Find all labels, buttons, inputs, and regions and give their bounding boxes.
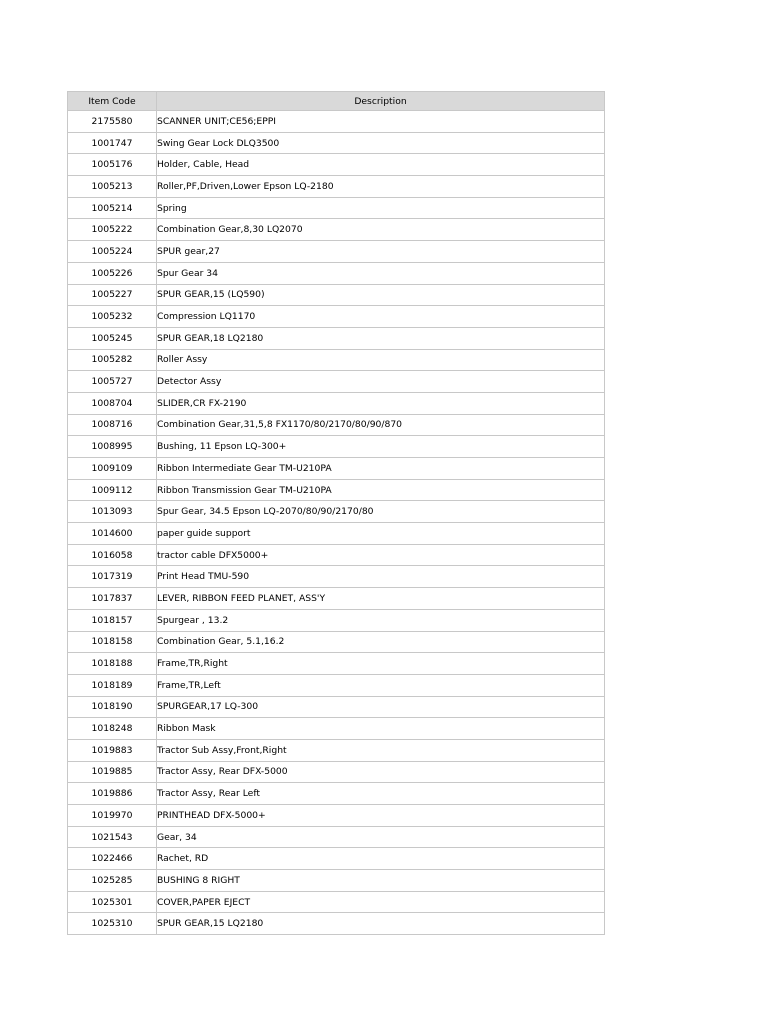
description-cell: Holder, Cable, Head: [157, 154, 605, 176]
item-code-cell: 1005224: [68, 241, 157, 263]
item-code-cell: 1025301: [68, 891, 157, 913]
item-code-cell: 1008704: [68, 392, 157, 414]
description-cell: Compression LQ1170: [157, 306, 605, 328]
table-row: [68, 913, 605, 935]
table-header-row: [68, 92, 605, 111]
table-row: [68, 219, 605, 241]
item-code-cell: 2175580: [68, 111, 157, 133]
item-code-cell: 1008716: [68, 414, 157, 436]
item-code-header: Item Code: [68, 92, 157, 111]
description-cell: Combination Gear,31,5,8 FX1170/80/2170/80/90/870: [157, 414, 605, 436]
item-code-cell: 1025310: [68, 913, 157, 935]
description-cell: tractor cable DFX5000+: [157, 544, 605, 566]
description-cell: SLIDER,CR FX-2190: [157, 392, 605, 414]
description-cell: SPUR GEAR,15 (LQ590): [157, 284, 605, 306]
description-cell: Combination Gear, 5.1,16.2: [157, 631, 605, 653]
parts-table: [67, 91, 605, 935]
table-row: [68, 132, 605, 154]
description-cell: SPUR GEAR,18 LQ2180: [157, 327, 605, 349]
item-code-cell: 1005232: [68, 306, 157, 328]
description-cell: BUSHING 8 RIGHT: [157, 870, 605, 892]
table-row: [68, 154, 605, 176]
item-code-cell: 1009112: [68, 479, 157, 501]
item-code-cell: 1014600: [68, 523, 157, 545]
description-cell: Tractor Assy, Rear DFX-5000: [157, 761, 605, 783]
table-row: [68, 783, 605, 805]
item-code-cell: 1022466: [68, 848, 157, 870]
description-header: Description: [157, 92, 605, 111]
item-code-cell: 1005282: [68, 349, 157, 371]
item-code-cell: 1005245: [68, 327, 157, 349]
table-row: [68, 306, 605, 328]
table-row: [68, 197, 605, 219]
item-code-cell: 1016058: [68, 544, 157, 566]
table-row: [68, 327, 605, 349]
table-row: [68, 739, 605, 761]
table-row: [68, 284, 605, 306]
description-cell: Spurgear , 13.2: [157, 609, 605, 631]
table-row: [68, 523, 605, 545]
description-cell: Ribbon Transmission Gear TM-U210PA: [157, 479, 605, 501]
table-row: [68, 609, 605, 631]
table-row: [68, 805, 605, 827]
item-code-cell: 1005214: [68, 197, 157, 219]
table-row: [68, 458, 605, 480]
table-row: [68, 436, 605, 458]
item-code-cell: 1018188: [68, 653, 157, 675]
description-cell: Print Head TMU-590: [157, 566, 605, 588]
item-code-cell: 1005213: [68, 176, 157, 198]
item-code-cell: 1018190: [68, 696, 157, 718]
table-row: [68, 761, 605, 783]
table-row: [68, 241, 605, 263]
table-row: [68, 349, 605, 371]
item-code-cell: 1025285: [68, 870, 157, 892]
table-body: [68, 111, 605, 935]
item-code-cell: 1021543: [68, 826, 157, 848]
table-row: [68, 696, 605, 718]
item-code-cell: 1018189: [68, 674, 157, 696]
item-code-cell: 1017319: [68, 566, 157, 588]
description-cell: SPURGEAR,17 LQ-300: [157, 696, 605, 718]
item-code-cell: 1005176: [68, 154, 157, 176]
table-row: [68, 718, 605, 740]
item-code-cell: 1005226: [68, 262, 157, 284]
description-cell: Frame,TR,Left: [157, 674, 605, 696]
table-row: [68, 501, 605, 523]
item-code-cell: 1019883: [68, 739, 157, 761]
description-cell: COVER,PAPER EJECT: [157, 891, 605, 913]
item-code-cell: 1001747: [68, 132, 157, 154]
table-row: [68, 371, 605, 393]
parts-list-sheet: [67, 91, 604, 935]
item-code-cell: 1017837: [68, 588, 157, 610]
table-row: [68, 262, 605, 284]
table-row: [68, 566, 605, 588]
table-row: [68, 653, 605, 675]
table-row: [68, 414, 605, 436]
table-row: [68, 631, 605, 653]
item-code-cell: 1005222: [68, 219, 157, 241]
description-cell: Spring: [157, 197, 605, 219]
description-cell: Tractor Sub Assy,Front,Right: [157, 739, 605, 761]
table-row: [68, 848, 605, 870]
description-cell: Bushing, 11 Epson LQ-300+: [157, 436, 605, 458]
item-code-cell: 1019970: [68, 805, 157, 827]
description-cell: Combination Gear,8,30 LQ2070: [157, 219, 605, 241]
table-row: [68, 891, 605, 913]
table-row: [68, 111, 605, 133]
table-row: [68, 176, 605, 198]
table-row: [68, 479, 605, 501]
item-code-cell: 1019885: [68, 761, 157, 783]
description-cell: Swing Gear Lock DLQ3500: [157, 132, 605, 154]
description-cell: LEVER, RIBBON FEED PLANET, ASS'Y: [157, 588, 605, 610]
description-cell: Spur Gear 34: [157, 262, 605, 284]
item-code-cell: 1018158: [68, 631, 157, 653]
item-code-cell: 1019886: [68, 783, 157, 805]
description-cell: paper guide support: [157, 523, 605, 545]
item-code-cell: 1005727: [68, 371, 157, 393]
table-row: [68, 392, 605, 414]
item-code-cell: 1018248: [68, 718, 157, 740]
item-code-cell: 1008995: [68, 436, 157, 458]
description-cell: PRINTHEAD DFX-5000+: [157, 805, 605, 827]
table-row: [68, 674, 605, 696]
item-code-cell: 1018157: [68, 609, 157, 631]
table-row: [68, 588, 605, 610]
description-cell: SCANNER UNIT;CE56;EPPI: [157, 111, 605, 133]
item-code-cell: 1005227: [68, 284, 157, 306]
description-cell: Gear, 34: [157, 826, 605, 848]
description-cell: Frame,TR,Right: [157, 653, 605, 675]
description-cell: SPUR GEAR,15 LQ2180: [157, 913, 605, 935]
table-row: [68, 826, 605, 848]
description-cell: Detector Assy: [157, 371, 605, 393]
item-code-cell: 1013093: [68, 501, 157, 523]
description-cell: Spur Gear, 34.5 Epson LQ-2070/80/90/2170/80: [157, 501, 605, 523]
description-cell: Tractor Assy, Rear Left: [157, 783, 605, 805]
description-cell: Rachet, RD: [157, 848, 605, 870]
description-cell: Ribbon Intermediate Gear TM-U210PA: [157, 458, 605, 480]
table-row: [68, 870, 605, 892]
description-cell: Ribbon Mask: [157, 718, 605, 740]
description-cell: Roller Assy: [157, 349, 605, 371]
description-cell: Roller,PF,Driven,Lower Epson LQ-2180: [157, 176, 605, 198]
description-cell: SPUR gear,27: [157, 241, 605, 263]
item-code-cell: 1009109: [68, 458, 157, 480]
table-row: [68, 544, 605, 566]
